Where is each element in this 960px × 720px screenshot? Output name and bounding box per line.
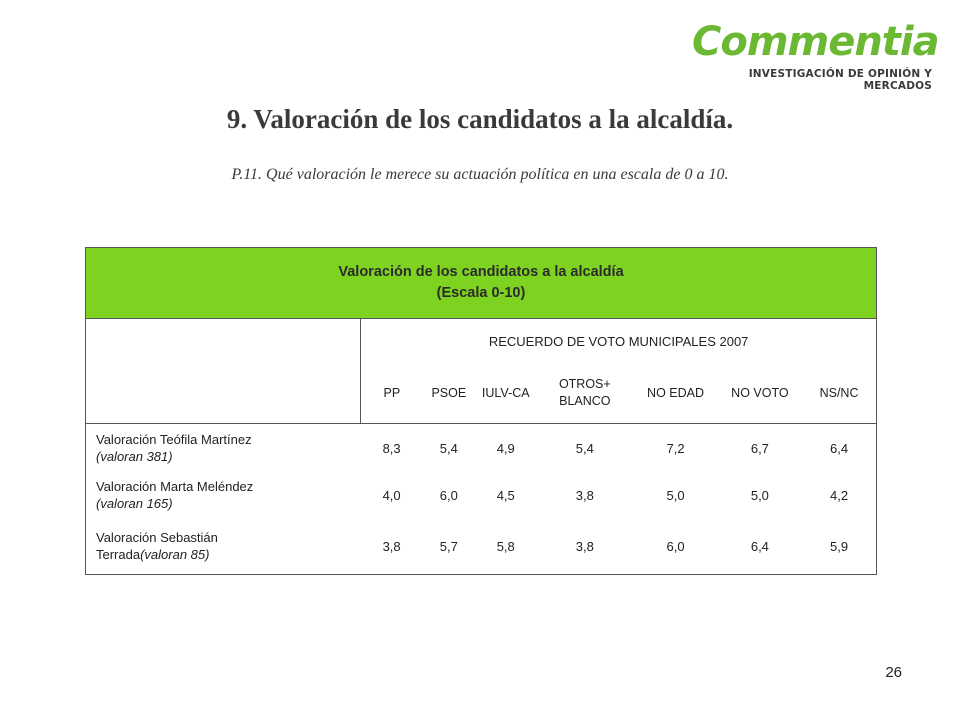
col-header-nsnc: NS/NC — [802, 363, 876, 424]
value-cell: 3,8 — [575, 487, 594, 503]
row-label-name: Valoración Teófila Martínez — [96, 432, 252, 447]
logo-name: Commentia — [692, 19, 939, 65]
row-label — [86, 472, 361, 518]
value-cell: 6,7 — [718, 424, 802, 473]
page-title: 9. Valoración de los candidatos a la alcaldía. — [226, 104, 734, 134]
row-label — [86, 424, 361, 473]
ratings-table — [85, 247, 877, 575]
table-row — [86, 424, 877, 473]
row-label-name2: Terrada — [96, 547, 141, 562]
value-cell: 4,2 — [802, 472, 876, 518]
row-label — [86, 518, 361, 575]
value-cell: 6,4 — [718, 518, 802, 575]
value-cell: 6,0 — [633, 518, 717, 575]
row-label-sub: (valoran 165) — [96, 496, 173, 511]
value-cell: 4,0 — [382, 487, 401, 503]
table-row — [86, 518, 877, 575]
table-header — [86, 248, 877, 319]
row-label-sub: (valoran 381) — [96, 449, 173, 464]
value-cell: 3,8 — [361, 518, 423, 575]
value-cell: 6,0 — [439, 487, 458, 503]
row-label-name: Valoración Marta Meléndez — [96, 479, 254, 494]
col-header-iulv: IULV-CA — [481, 385, 530, 400]
value-cell: 5,9 — [802, 518, 876, 575]
value-cell: 5,8 — [475, 518, 536, 575]
table-header-line1: Valoración de los candidatos a la alcaldía — [338, 264, 624, 280]
page-number: 26 — [885, 664, 902, 681]
col-header-noedad: NO EDAD — [647, 385, 704, 400]
value-cell: 4,5 — [496, 487, 515, 503]
table-header-row — [86, 248, 877, 319]
value-cell: 5,0 — [750, 487, 769, 503]
col-header-psoe: PSOE — [431, 385, 467, 400]
page-subtitle: P.11. Qué valoración le merece su actuación política en una escala de 0 a 10. — [231, 166, 729, 183]
row-label-name: Valoración Sebastián — [96, 530, 218, 545]
table-header-line2: (Escala 0-10) — [436, 285, 526, 301]
logo-tagline: INVESTIGACIÓN DE OPINIÓN Y MERCADOS — [748, 68, 932, 92]
value-cell: 6,4 — [802, 424, 876, 473]
value-cell: 5,4 — [536, 424, 633, 473]
value-cell: 5,7 — [422, 518, 475, 575]
commentia-logo — [692, 18, 939, 92]
col-header-otros-line1: OTROS+ — [558, 377, 611, 391]
col-header-otros-line2: BLANCO — [559, 394, 611, 408]
table-row — [86, 472, 877, 518]
value-cell: 7,2 — [633, 424, 717, 473]
corner-cell — [86, 319, 361, 424]
col-header-novoto: NO VOTO — [731, 385, 789, 400]
value-cell: 5,0 — [666, 487, 685, 503]
group-header: RECUERDO DE VOTO MUNICIPALES 2007 — [361, 319, 877, 364]
value-cell: 5,4 — [422, 424, 475, 473]
col-header-otros — [536, 363, 633, 424]
value-cell: 4,9 — [475, 424, 536, 473]
value-cell: 8,3 — [361, 424, 423, 473]
col-header-pp: PP — [383, 385, 401, 400]
group-header-row — [86, 319, 877, 364]
row-label-sub: (valoran 85) — [140, 547, 210, 562]
value-cell: 3,8 — [536, 518, 633, 575]
